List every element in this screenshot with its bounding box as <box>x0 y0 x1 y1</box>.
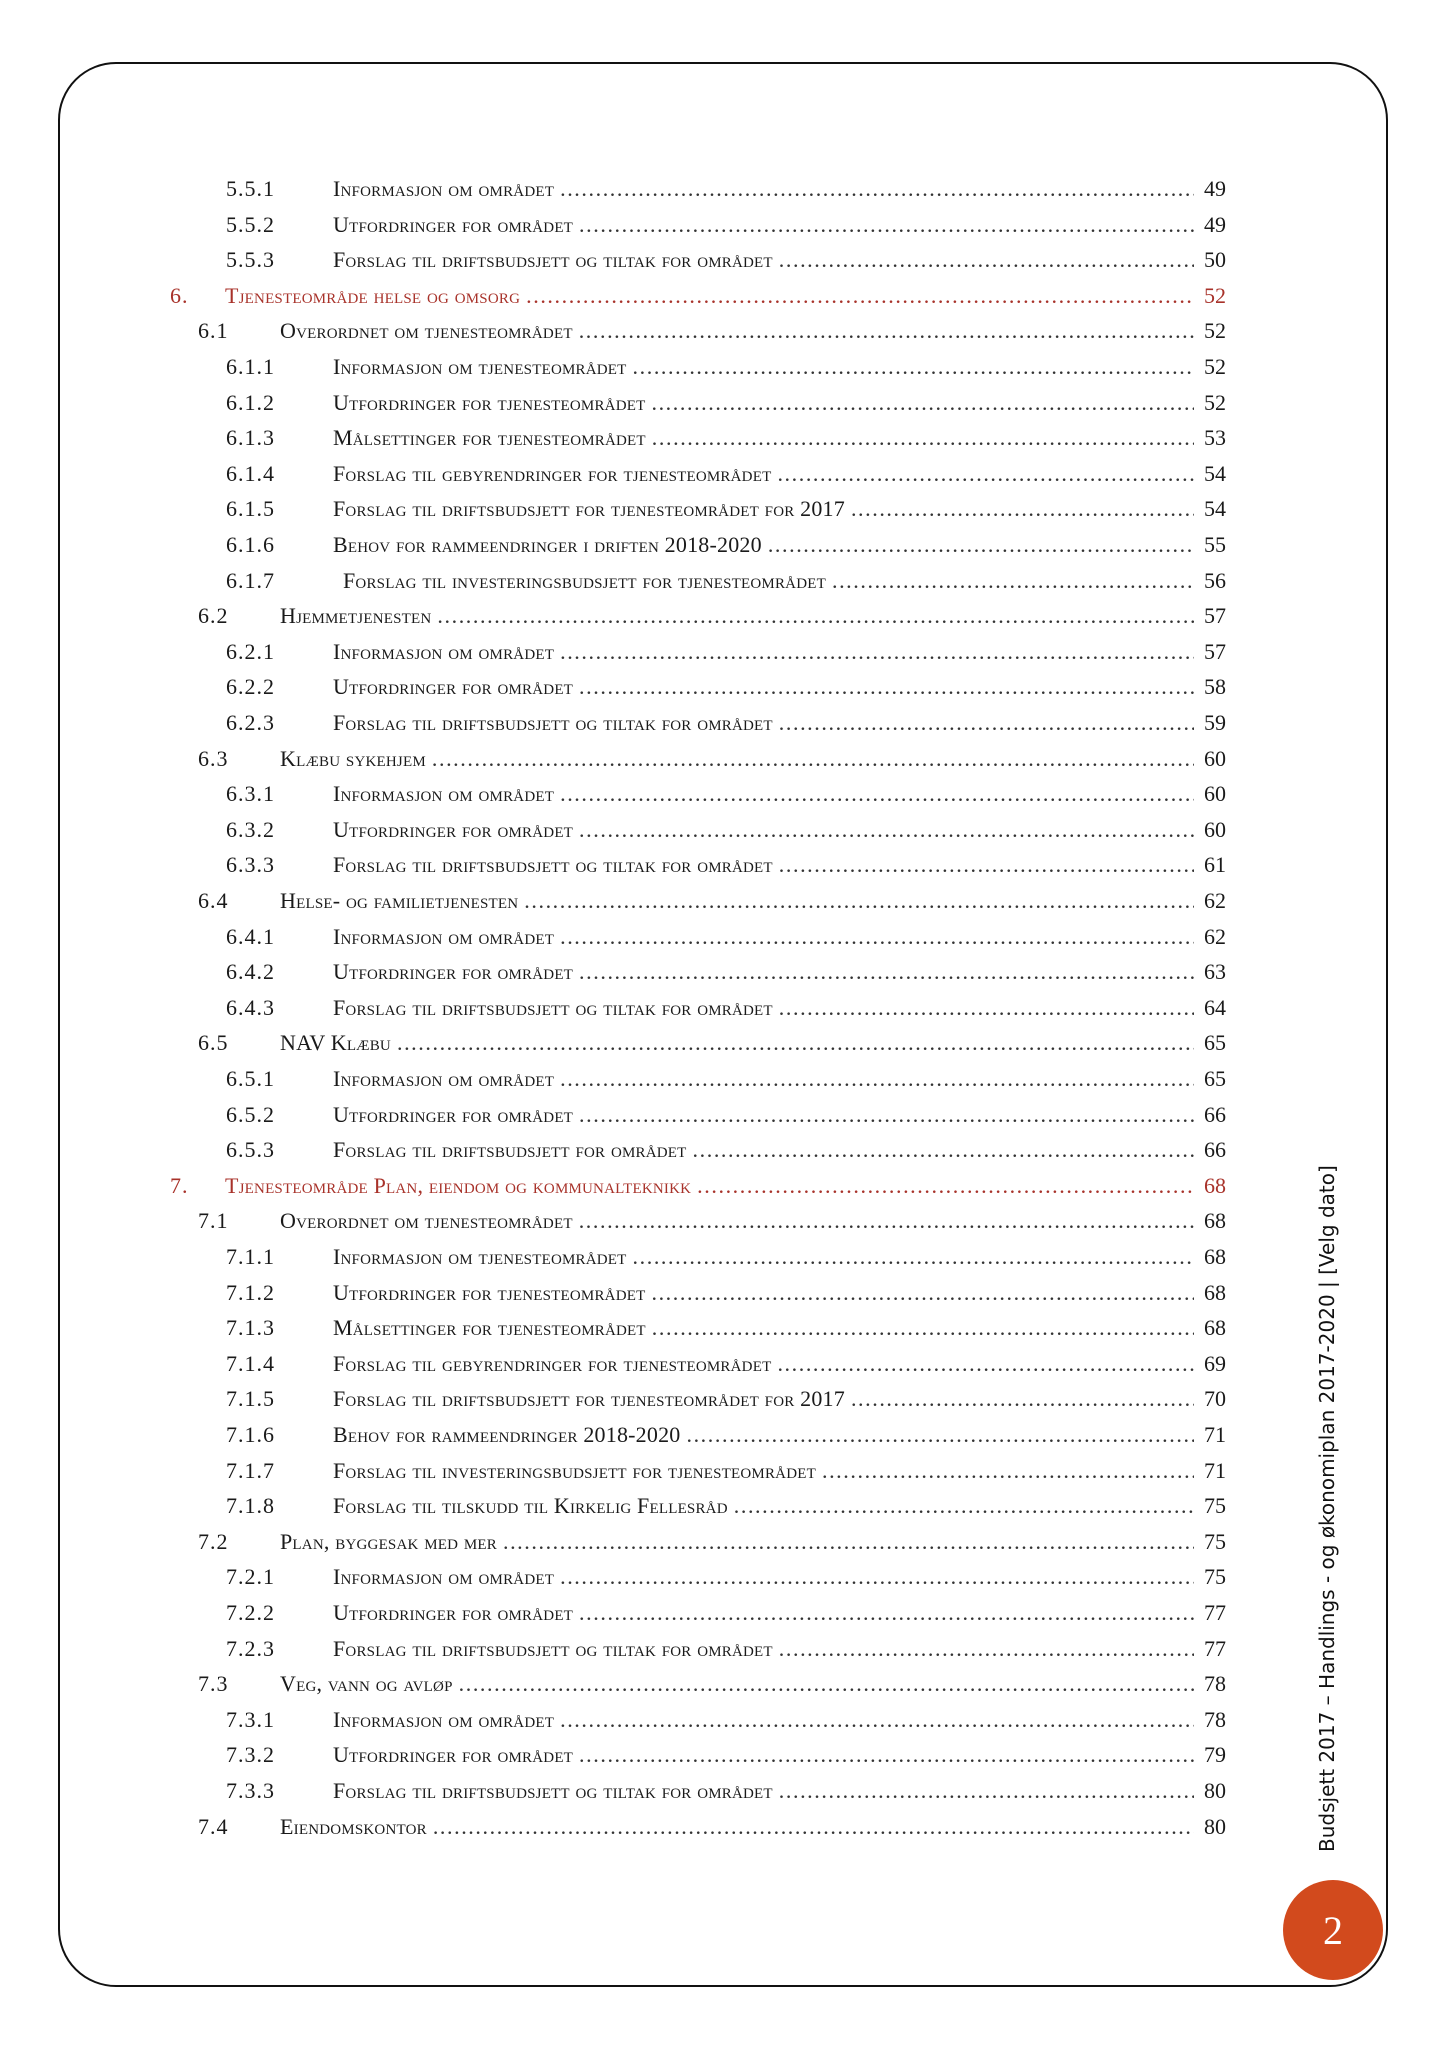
toc-entry-title: Behov for rammeendringer 2018-2020 <box>333 1422 681 1447</box>
toc-entry-title: Veg, vann og avløp <box>280 1671 453 1697</box>
toc-entry-number: 7.1.6 <box>226 1422 275 1447</box>
toc-entry-page: 66 <box>1204 1101 1226 1127</box>
toc-entry-title: Informasjon om området <box>333 1706 555 1732</box>
toc-entry[interactable] <box>226 1774 1226 1808</box>
toc-entry-title: Forslag til gebyrendringer for tjenesteområdet <box>333 460 772 486</box>
toc-entry-number: 6.3 <box>198 745 229 771</box>
page-number: 2 <box>1323 1907 1343 1953</box>
toc-leader-dots <box>579 314 1194 348</box>
toc-entry[interactable] <box>226 386 1226 420</box>
toc-leader-dots <box>779 848 1194 882</box>
toc-leader-dots <box>579 208 1194 242</box>
toc-entry-page: 50 <box>1204 247 1226 273</box>
toc-entry-number: 7.1.3 <box>226 1315 275 1341</box>
toc-entry-number: 7.3 <box>198 1671 229 1697</box>
toc-leader-dots <box>686 1418 1194 1452</box>
toc-entry-title: Forslag til investeringsbudsjett for tjenesteområdet <box>333 1457 816 1483</box>
toc-leader-dots <box>651 1276 1194 1310</box>
toc-leader-dots <box>560 920 1194 954</box>
toc-entry-page: 68 <box>1204 1208 1226 1234</box>
toc-leader-dots <box>560 1560 1194 1594</box>
toc-entry-number: 7.1.5 <box>226 1386 275 1412</box>
toc-entry-title: Tjenesteområde helse og omsorg <box>225 282 521 308</box>
toc-leader-dots <box>526 279 1194 313</box>
toc-leader-dots <box>652 1311 1194 1345</box>
toc-entry-page: 63 <box>1204 959 1226 985</box>
toc-leader-dots <box>579 813 1194 847</box>
toc-entry-title: Informasjon om området <box>333 638 555 664</box>
toc-entry-page: 68 <box>1204 1244 1226 1269</box>
toc-entry-page: 65 <box>1204 1030 1226 1056</box>
toc-entry-title: Forslag til tilskudd til Kirkelig Fellesråd <box>333 1493 728 1519</box>
toc-entry[interactable] <box>226 1632 1226 1666</box>
toc-entry-page: 78 <box>1204 1671 1226 1697</box>
toc-entry-page: 68 <box>1204 1172 1226 1198</box>
toc-leader-dots <box>768 528 1194 562</box>
toc-entry[interactable] <box>226 243 1226 277</box>
toc-entry[interactable] <box>226 1489 1226 1523</box>
toc-entry-number: 6.1.3 <box>226 425 275 451</box>
toc-entry-page: 60 <box>1204 816 1226 842</box>
toc-entry-page: 57 <box>1204 638 1226 664</box>
toc-entry-title: Informasjon om tjenesteområdet <box>333 1244 627 1269</box>
toc-entry-number: 6.1.4 <box>226 460 275 486</box>
toc-leader-dots <box>779 706 1194 740</box>
toc-entry[interactable] <box>198 1525 1226 1559</box>
toc-leader-dots <box>822 1454 1194 1488</box>
toc-entry-title: Informasjon om området <box>333 1564 555 1590</box>
toc-leader-dots <box>779 991 1194 1025</box>
toc-entry[interactable] <box>226 670 1226 704</box>
toc-leader-dots <box>651 386 1194 420</box>
toc-entry-page: 75 <box>1204 1493 1226 1519</box>
toc-entry-title: Forslag til driftsbudsjett og tiltak for området <box>333 1778 773 1803</box>
toc-entry-title: Forslag til driftsbudsjett og tiltak for området <box>333 852 773 878</box>
toc-entry[interactable] <box>226 1596 1226 1630</box>
toc-entry[interactable] <box>170 279 1226 313</box>
toc-entry[interactable] <box>198 884 1226 918</box>
toc-entry-number: 6.5 <box>198 1030 229 1056</box>
toc-entry[interactable] <box>198 314 1226 348</box>
toc-leader-dots <box>777 457 1194 491</box>
toc-entry-page: 52 <box>1204 354 1226 379</box>
toc-entry-title: Utfordringer for området <box>333 1742 574 1768</box>
toc-entry-title: Informasjon om området <box>333 923 555 949</box>
running-footer-vertical: Budsjett 2017 – Handlings - og økonomiplan 2017-2020 | [Velg dato] <box>1315 1165 1339 1852</box>
toc-entry-number: 6.3.1 <box>226 781 275 807</box>
toc-entry-title: Informasjon om området <box>333 1066 555 1091</box>
toc-entry-title: Utfordringer for området <box>333 816 574 842</box>
toc-entry[interactable] <box>198 1667 1226 1701</box>
toc-entry-title: Hjemmetjenesten <box>280 603 432 629</box>
toc-entry-number: 7.1.1 <box>226 1244 275 1269</box>
toc-entry-page: 69 <box>1204 1350 1226 1376</box>
toc-entry-page: 53 <box>1204 425 1226 451</box>
toc-entry-number: 5.5.1 <box>226 176 275 201</box>
toc-entry[interactable] <box>226 1454 1226 1488</box>
toc-leader-dots <box>524 884 1194 918</box>
toc-entry-number: 6.2.3 <box>226 710 275 735</box>
toc-entry-page: 52 <box>1204 282 1226 308</box>
toc-leader-dots <box>433 1810 1194 1844</box>
toc-entry-number: 7.1.8 <box>226 1493 275 1519</box>
toc-entry-number: 7.1.7 <box>226 1457 275 1483</box>
toc-entry-page: 78 <box>1204 1706 1226 1732</box>
toc-leader-dots <box>579 955 1194 989</box>
toc-leader-dots <box>579 1738 1194 1772</box>
page-number-badge <box>1283 1880 1383 1980</box>
toc-entry-title: Tjenesteområde Plan, eiendom og kommunalteknikk <box>225 1172 692 1198</box>
toc-entry-page: 65 <box>1204 1066 1226 1091</box>
toc-entry[interactable] <box>226 848 1226 882</box>
toc-entry-page: 62 <box>1204 923 1226 949</box>
toc-leader-dots <box>560 172 1194 206</box>
toc-entry-page: 62 <box>1204 888 1226 913</box>
toc-entry[interactable] <box>226 564 1226 598</box>
toc-entry[interactable] <box>226 1062 1226 1096</box>
toc-entry-number: 6.4.2 <box>226 959 275 985</box>
toc-entry-title: Informasjon om tjenesteområdet <box>333 354 627 379</box>
toc-entry-page: 49 <box>1204 211 1226 237</box>
toc-entry-number: 6.4.3 <box>226 994 275 1020</box>
toc-entry-number: 6.1 <box>198 318 229 344</box>
toc-leader-dots <box>579 1204 1194 1238</box>
toc-entry[interactable] <box>226 1276 1226 1310</box>
toc-entry-page: 80 <box>1204 1778 1226 1803</box>
toc-entry-number: 6.4 <box>198 888 229 913</box>
toc-entry-title: Utfordringer for tjenesteområdet <box>333 389 646 415</box>
toc-entry[interactable] <box>226 920 1226 954</box>
toc-entry[interactable] <box>226 1703 1226 1737</box>
toc-entry-title: Forslag til driftsbudsjett og tiltak for området <box>333 1635 773 1661</box>
toc-entry-number: 5.5.3 <box>226 247 275 273</box>
toc-entry-title: Behov for rammeendringer i driften 2018-2020 <box>333 532 762 557</box>
toc-entry-page: 80 <box>1204 1813 1226 1839</box>
toc-entry-page: 68 <box>1204 1279 1226 1305</box>
toc-entry-title: Forslag til driftsbudsjett og tiltak for området <box>333 994 773 1020</box>
toc-entry-page: 55 <box>1204 532 1226 557</box>
toc-entry-title: Målsettinger for tjenesteområdet <box>333 425 646 451</box>
toc-leader-dots <box>560 1703 1194 1737</box>
toc-entry-title: Helse- og familietjenesten <box>280 888 519 913</box>
toc-leader-dots <box>579 670 1194 704</box>
toc-leader-dots <box>779 1632 1194 1666</box>
toc-entry-number: 6.5.3 <box>226 1137 275 1163</box>
toc-entry-number: 5.5.2 <box>226 211 275 237</box>
toc-entry-title: Klæbu sykehjem <box>280 745 426 771</box>
toc-entry-title: Utfordringer for området <box>333 959 574 985</box>
toc-leader-dots <box>503 1525 1194 1559</box>
toc-entry-page: 57 <box>1204 603 1226 629</box>
toc-entry[interactable] <box>226 1382 1226 1416</box>
toc-leader-dots <box>397 1026 1194 1060</box>
toc-entry-number: 6.2.2 <box>226 674 275 700</box>
toc-leader-dots <box>633 350 1194 384</box>
toc-leader-dots <box>560 635 1194 669</box>
toc-leader-dots <box>560 777 1194 811</box>
toc-entry-title: Forslag til driftsbudsjett og tiltak for området <box>333 247 773 273</box>
toc-entry-page: 52 <box>1204 389 1226 415</box>
toc-leader-dots <box>560 1062 1194 1096</box>
toc-entry-number: 6.5.2 <box>226 1101 275 1127</box>
toc-entry-title: Forslag til driftsbudsjett for tjenesteområdet for 2017 <box>333 1386 845 1412</box>
toc-entry-title: Forslag til driftsbudsjett og tiltak for området <box>333 710 773 735</box>
toc-entry[interactable] <box>198 742 1226 776</box>
toc-entry-number: 6.3.2 <box>226 816 275 842</box>
toc-entry-page: 58 <box>1204 674 1226 700</box>
toc-leader-dots <box>779 1774 1194 1808</box>
toc-entry[interactable] <box>226 350 1226 384</box>
toc-entry[interactable] <box>226 172 1226 206</box>
toc-entry-number: 6.2.1 <box>226 638 275 664</box>
toc-entry[interactable] <box>198 1204 1226 1238</box>
toc-entry[interactable] <box>226 528 1226 562</box>
toc-leader-dots <box>851 1382 1194 1416</box>
toc-entry[interactable] <box>170 1169 1226 1203</box>
toc-entry-number: 7.2 <box>198 1528 229 1554</box>
toc-entry-title: Eiendomskontor <box>280 1813 427 1839</box>
toc-entry[interactable] <box>226 1133 1226 1167</box>
toc-entry[interactable] <box>226 421 1226 455</box>
toc-entry-number: 6.4.1 <box>226 923 275 949</box>
toc-entry-number: 7.4 <box>198 1813 229 1839</box>
toc-entry-number: 6.3.3 <box>226 852 275 878</box>
toc-entry-number: 7.1.2 <box>226 1279 275 1305</box>
toc-entry[interactable] <box>226 1738 1226 1772</box>
toc-leader-dots <box>579 1098 1194 1132</box>
toc-entry-number: 7.3.3 <box>226 1778 275 1803</box>
toc-leader-dots <box>579 1596 1194 1630</box>
toc-entry-page: 59 <box>1204 710 1226 735</box>
toc-entry-number: 6. <box>170 282 189 308</box>
toc-entry[interactable] <box>226 1098 1226 1132</box>
toc-entry[interactable] <box>198 599 1226 633</box>
toc-entry[interactable] <box>226 1347 1226 1381</box>
toc-leader-dots <box>652 421 1194 455</box>
toc-leader-dots <box>693 1133 1194 1167</box>
toc-entry-title: Informasjon om området <box>333 781 555 807</box>
toc-entry-title: Forslag til driftsbudsjett for området <box>333 1137 687 1163</box>
toc-leader-dots <box>832 564 1194 598</box>
toc-entry-page: 60 <box>1204 781 1226 807</box>
toc-leader-dots <box>777 1347 1194 1381</box>
toc-leader-dots <box>437 599 1194 633</box>
toc-entry-title: Overordnet om tjenesteområdet <box>280 318 573 344</box>
toc-entry-page: 75 <box>1204 1528 1226 1554</box>
toc-entry-page: 64 <box>1204 994 1226 1020</box>
toc-entry-title: Utfordringer for tjenesteområdet <box>333 1279 646 1305</box>
toc-entry[interactable] <box>226 1311 1226 1345</box>
toc-entry[interactable] <box>226 706 1226 740</box>
toc-entry-page: 71 <box>1204 1457 1226 1483</box>
toc-entry-title: Overordnet om tjenesteområdet <box>280 1208 573 1234</box>
toc-entry[interactable] <box>226 1418 1226 1452</box>
toc-entry-page: 49 <box>1204 176 1226 201</box>
toc-entry[interactable] <box>226 955 1226 989</box>
toc-entry-page: 77 <box>1204 1600 1226 1625</box>
toc-entry-page: 66 <box>1204 1137 1226 1163</box>
toc-entry-number: 6.1.5 <box>226 496 275 522</box>
toc-entry-page: 61 <box>1204 852 1226 878</box>
toc-entry-number: 7.3.2 <box>226 1742 275 1768</box>
toc-entry-title: Utfordringer for området <box>333 1600 574 1625</box>
toc-entry-title: Forslag til investeringsbudsjett for tjenesteområdet <box>343 567 826 593</box>
toc-entry-number: 7.1.4 <box>226 1350 275 1376</box>
toc-entry-page: 68 <box>1204 1315 1226 1341</box>
toc-entry-number: 7.3.1 <box>226 1706 275 1732</box>
toc-entry-page: 71 <box>1204 1422 1226 1447</box>
toc-entry-title: Forslag til driftsbudsjett for tjenesteområdet for 2017 <box>333 496 845 522</box>
toc-entry-number: 7.2.1 <box>226 1564 275 1590</box>
toc-entry-number: 7.2.2 <box>226 1600 275 1625</box>
toc-entry[interactable] <box>226 457 1226 491</box>
toc-entry-page: 70 <box>1204 1386 1226 1412</box>
toc-entry-title: Utfordringer for området <box>333 211 574 237</box>
toc-entry[interactable] <box>226 813 1226 847</box>
toc-entry[interactable] <box>226 1560 1226 1594</box>
toc-leader-dots <box>779 243 1194 277</box>
toc-entry-title: Utfordringer for området <box>333 1101 574 1127</box>
toc-entry-title: Plan, byggesak med mer <box>280 1528 497 1554</box>
toc-entry[interactable] <box>226 208 1226 242</box>
toc-entry-title: Forslag til gebyrendringer for tjenesteområdet <box>333 1350 772 1376</box>
toc-entry-number: 6.1.6 <box>226 532 275 557</box>
toc-entry-number: 6.2 <box>198 603 229 629</box>
toc-leader-dots <box>432 742 1194 776</box>
toc-entry-title: Utfordringer for området <box>333 674 574 700</box>
toc-entry-number: 7. <box>170 1172 189 1198</box>
toc-entry[interactable] <box>226 1240 1226 1274</box>
toc-entry[interactable] <box>198 1810 1226 1844</box>
toc-entry-number: 6.1.7 <box>226 567 275 593</box>
toc-leader-dots <box>697 1169 1194 1203</box>
toc-entry-title: NAV Klæbu <box>280 1030 391 1056</box>
toc-leader-dots <box>459 1667 1194 1701</box>
toc-entry-page: 54 <box>1204 496 1226 522</box>
toc-leader-dots <box>734 1489 1194 1523</box>
toc-entry-title: Informasjon om området <box>333 176 555 201</box>
toc-entry-number: 7.1 <box>198 1208 229 1234</box>
toc-entry-page: 75 <box>1204 1564 1226 1590</box>
toc-entry[interactable] <box>226 635 1226 669</box>
toc-entry-number: 6.5.1 <box>226 1066 275 1091</box>
toc-entry-number: 6.1.2 <box>226 389 275 415</box>
toc-entry-page: 56 <box>1204 567 1226 593</box>
toc-entry-page: 77 <box>1204 1635 1226 1661</box>
toc-entry[interactable] <box>226 991 1226 1025</box>
toc-entry[interactable] <box>226 492 1226 526</box>
toc-entry-page: 79 <box>1204 1742 1226 1768</box>
toc-entry[interactable] <box>226 777 1226 811</box>
toc-entry-number: 6.1.1 <box>226 354 275 379</box>
toc-entry-page: 52 <box>1204 318 1226 344</box>
toc-leader-dots <box>851 492 1194 526</box>
toc-leader-dots <box>633 1240 1194 1274</box>
toc-entry-page: 60 <box>1204 745 1226 771</box>
toc-entry-number: 7.2.3 <box>226 1635 275 1661</box>
toc-entry-title: Målsettinger for tjenesteområdet <box>333 1315 646 1341</box>
toc-entry-page: 54 <box>1204 460 1226 486</box>
toc-entry[interactable] <box>198 1026 1226 1060</box>
